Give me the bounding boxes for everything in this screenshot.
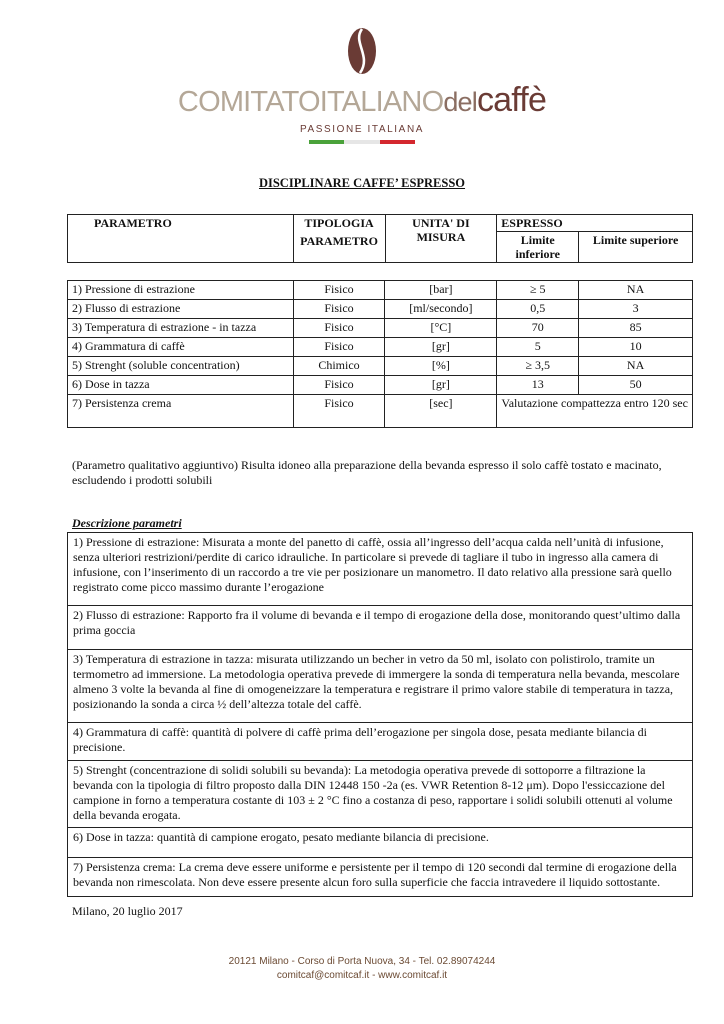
footer-contacts: comitcaf@comitcaf.it - www.comitcaf.it (276, 970, 448, 981)
brand-part-2: del (443, 87, 477, 117)
cell-limite-superiore: 50 (579, 376, 693, 395)
table-row (68, 338, 693, 357)
header-tipologia (293, 215, 385, 263)
cell-parametro: 2) Flusso di estrazione (68, 300, 294, 319)
cell-limite-superiore: NA (579, 357, 693, 376)
cell-limite-superiore: 3 (579, 300, 693, 319)
description-persistenza: 7) Persistenza crema: La crema deve essere uniforme e persistente per il tempo di 120 secondi dal termine di erogazione della bevanda non rimescolata. Non deve essere presente alcun foro sulla superficie che faccia intravedere il liquido sottostante. (68, 858, 693, 897)
header-limite-inferiore: Limite inferiore (497, 232, 579, 263)
cell-unita: [ml/secondo] (385, 300, 497, 319)
cell-limite-superiore: NA (579, 281, 693, 300)
table-row (68, 319, 693, 338)
document-title: DISCIPLINARE CAFFE’ ESPRESSO (258, 176, 466, 190)
cell-unita: [%] (385, 357, 497, 376)
cell-unita: [gr] (385, 338, 497, 357)
header-unita: UNITA' DI MISURA (385, 215, 497, 263)
brand-tagline: PASSIONE ITALIANA (299, 124, 425, 135)
header-parametro: PARAMETRO (68, 215, 294, 263)
header-tipologia-line2: PARAMETRO (300, 234, 378, 248)
table-row (68, 281, 693, 300)
cell-parametro: 5) Strenght (soluble concentration) (68, 357, 294, 376)
cell-unita: [gr] (385, 376, 497, 395)
cell-tipologia: Fisico (293, 300, 385, 319)
cell-limite-inferiore: 0,5 (497, 300, 579, 319)
table-row (68, 723, 693, 761)
cell-tipologia: Fisico (293, 338, 385, 357)
description-grammatura: 4) Grammatura di caffè: quantità di polvere di caffè prima dell’erogazione per singola dose, pesata mediante bilancia di precisione. (68, 723, 693, 761)
cell-unita: [°C] (385, 319, 497, 338)
header-tipologia-line1: TIPOLOGIA (304, 216, 374, 230)
cell-tipologia: Fisico (293, 395, 385, 428)
table-row (68, 376, 693, 395)
brand-part-1: COMITATOITALIANO (177, 86, 444, 118)
cell-parametro: 1) Pressione di estrazione (68, 281, 294, 300)
coffee-bean-icon (345, 26, 379, 76)
cell-limite-inferiore: 13 (497, 376, 579, 395)
description-temperatura: 3) Temperatura di estrazione in tazza: misurata utilizzando un becher in vetro da 50 ml, isolato con polistirolo, tramite un termometro ad immersione. La metodologia operativa prevede di immergere la sonda di temperatura nella bevanda, mescolare almeno 3 volte la bevanda al fine di omogeneizzare la temperatura e registrare il primo valore stabile di temperatura in tazza, posizionando la sonda a circa ½ dell’altezza totale del caffè. (68, 650, 693, 723)
description-flusso: 2) Flusso di estrazione: Rapporto fra il volume di bevanda e il tempo di erogazione della dose, monitorando quest’ultimo dalla prima goccia (68, 606, 693, 650)
cell-parametro: 6) Dose in tazza (68, 376, 294, 395)
cell-unita: [bar] (385, 281, 497, 300)
cell-limite-inferiore: ≥ 5 (497, 281, 579, 300)
table-row (68, 858, 693, 897)
cell-parametro: 4) Grammatura di caffè (68, 338, 294, 357)
place-date: Milano, 20 luglio 2017 (72, 904, 183, 918)
table-row (68, 300, 693, 319)
table-row (68, 761, 693, 828)
cell-parametro: 3) Temperatura di estrazione - in tazza (68, 319, 294, 338)
cell-tipologia: Fisico (293, 376, 385, 395)
table-row (68, 828, 693, 858)
description-pressione: 1) Pressione di estrazione: Misurata a monte del panetto di caffè, ossia all’ingresso dell’acqua calda nell’unità di infusione, senza ulteriori restrizioni/perdite di carico idrauliche. In particolare si prevede di tagliare il tubo in ingresso alla camera di infusione, con l’inserimento di un raccordo a tre vie per posizionare un manometro. Il dato relativo alla pressione sarà quello registrato come picco massimo durante l’erogazione (68, 533, 693, 606)
cell-limite-superiore: 85 (579, 319, 693, 338)
cell-limite-superiore: 10 (579, 338, 693, 357)
cell-limite-inferiore: 5 (497, 338, 579, 357)
italian-flag-stripe (309, 140, 415, 144)
descriptions-title: Descrizione parametri (72, 516, 182, 530)
table-row (68, 650, 693, 723)
cell-valutazione-merged: Valutazione compattezza entro 120 sec (497, 395, 693, 428)
description-strenght: 5) Strenght (concentrazione di solidi solubili su bevanda): La metodogia operativa prevede di sottoporre a filtrazione la bevanda con la tipologia di filtro proposto dalla DIN 12448 150 -2a (es. VWR Retention 8-12 μm). Dopo l'essiccazione del campione in forno a temperatura costante di 103 ± 2 °C fino a costanza di peso, rapportare i solidi solubili ottenuti al volume della bevanda erogata. (68, 761, 693, 828)
descriptions-table (67, 532, 693, 897)
header-espresso: ESPRESSO (497, 215, 693, 232)
footer (0, 955, 724, 983)
table-row (68, 606, 693, 650)
parameters-header-table (67, 214, 693, 263)
footer-address: 20121 Milano - Corso di Porta Nuova, 34 - Tel. 02.89074244 (228, 956, 496, 967)
qualitative-note: (Parametro qualitativo aggiuntivo) Risulta idoneo alla preparazione della bevanda espresso il solo caffè tostato e macinato, escludendo i prodotti solubili (72, 458, 662, 487)
table-row (68, 395, 693, 428)
cell-unita: [sec] (385, 395, 497, 428)
description-dose: 6) Dose in tazza: quantità di campione erogato, pesato mediante bilancia di precisione. (68, 828, 693, 858)
header-limite-superiore: Limite superiore (579, 232, 693, 263)
cell-limite-inferiore: 70 (497, 319, 579, 338)
brand-name (0, 81, 724, 119)
parameters-data-table (67, 280, 693, 428)
table-row (68, 533, 693, 606)
cell-tipologia: Fisico (293, 281, 385, 300)
cell-limite-inferiore: ≥ 3,5 (497, 357, 579, 376)
cell-parametro: 7) Persistenza crema (68, 395, 294, 428)
logo (0, 26, 724, 144)
table-row (68, 357, 693, 376)
cell-tipologia: Fisico (293, 319, 385, 338)
cell-tipologia: Chimico (293, 357, 385, 376)
brand-part-3: caffè (476, 81, 547, 119)
